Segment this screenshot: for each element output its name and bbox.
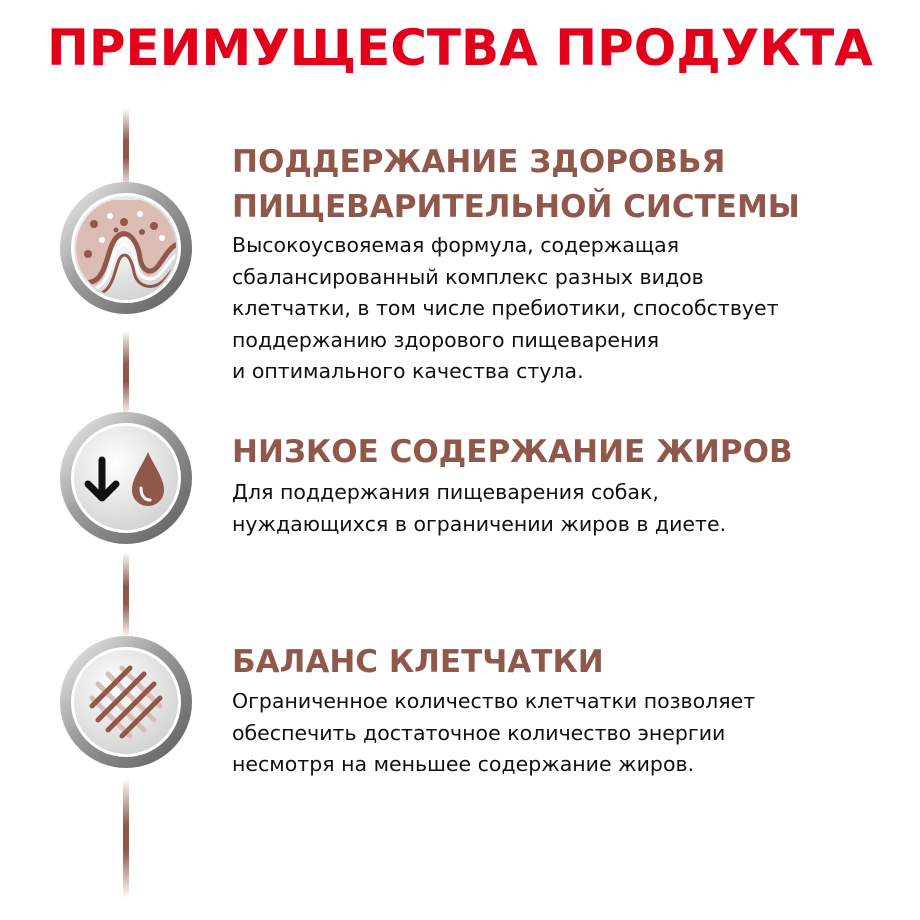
low-fat-drop-icon bbox=[58, 410, 194, 546]
feature-heading: НИЗКОЕ СОДЕРЖАНИЕ ЖИРОВ bbox=[232, 434, 793, 470]
timeline-line bbox=[123, 108, 129, 190]
page-title: ПРЕИМУЩЕСТВА ПРОДУКТА bbox=[46, 19, 873, 77]
timeline-line bbox=[123, 330, 129, 416]
fiber-mesh-icon bbox=[58, 634, 194, 770]
feature-heading: БАЛАНС КЛЕТЧАТКИ bbox=[232, 644, 604, 680]
feature-heading: ПОДДЕРЖАНИЕ ЗДОРОВЬЯ ПИЩЕВАРИТЕЛЬНОЙ СИСТЕМЫ bbox=[232, 144, 800, 225]
feature-description: Ограниченное количество клетчатки позволяет обеспечить достаточное количество энергии несмотря на меньшее содержание жиров. bbox=[232, 689, 756, 776]
feature-description: Высокоусвояемая формула, содержащая сбалансированный комплекс разных видов клетчатки, в том числе пребиотики, способствует поддержанию здорового пищеварения и оптимального качества стула. bbox=[232, 233, 779, 383]
timeline-line bbox=[123, 778, 129, 898]
timeline-line bbox=[123, 552, 129, 638]
digestive-system-icon bbox=[58, 180, 194, 316]
feature-description: Для поддержания пищеварения собак, нуждающихся в ограничении жиров в диете. bbox=[232, 480, 727, 536]
